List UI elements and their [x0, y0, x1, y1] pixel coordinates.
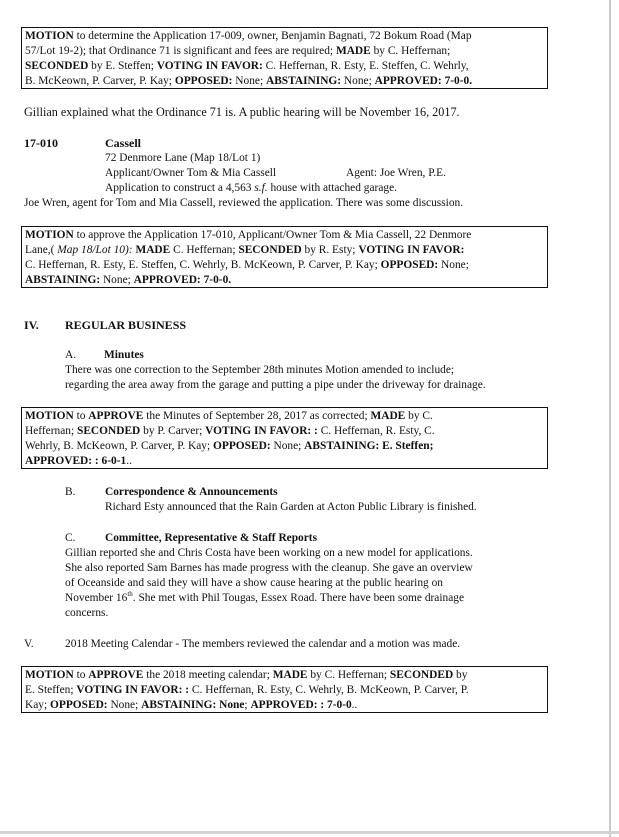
- minutes-text: There was one correction to the September 28th minutes Motion amended to include;: [65, 364, 455, 376]
- section-numeral: V.: [24, 638, 34, 650]
- motion-line: [25, 59, 544, 74]
- text-run: by C.: [405, 410, 433, 422]
- text-run: Wehrly, B. McKeown, P. Carver, P. Kay;: [25, 440, 214, 452]
- text-run: E. Steffen;: [25, 684, 77, 696]
- bold-run: MOTION: [25, 229, 74, 241]
- committee-text: concerns.: [65, 607, 109, 619]
- committee-text: Gillian reported she and Chris Costa have been working on a new model for applications.: [65, 547, 473, 559]
- bold-run: SECONDED: [238, 244, 302, 256]
- text-run: to determine the Application 17-009, owner, Benjamin Bagnati, 72 Bokum Road (Map: [73, 30, 472, 42]
- bold-run: OPPOSED:: [213, 440, 271, 452]
- bold-run: MOTION: [25, 30, 74, 42]
- motion-box-application: [21, 226, 548, 288]
- bold-run: APPROVE: [88, 410, 144, 422]
- motion-line: [25, 44, 544, 59]
- text-run: None;: [341, 75, 375, 87]
- bold-run: APPROVED: : 6-0-1: [25, 455, 127, 467]
- bold-run: ABSTAINING: E. Steffen;: [304, 440, 434, 452]
- minutes-text: regarding the area away from the garage and putting a pipe under the driveway for drainage.: [65, 379, 486, 391]
- text-run: 57/Lot 19-2); that Ordinance 71 is significant and fees are required;: [25, 45, 336, 57]
- subsection-title-committee: Committee, Representative & Staff Reports: [105, 532, 318, 544]
- subsection-letter: A.: [65, 349, 77, 361]
- text-run: by: [453, 669, 468, 681]
- text-run: by R. Esty;: [301, 244, 359, 256]
- text-run: C. Heffernan, R. Esty, C.: [317, 425, 435, 437]
- motion-line: [25, 439, 544, 454]
- bold-run: ABSTAINING:: [265, 75, 342, 87]
- text-run: to: [73, 410, 89, 422]
- text-run: to: [73, 669, 89, 681]
- bold-run: OPPOSED:: [174, 75, 233, 87]
- ordinal-suffix: th: [127, 590, 133, 599]
- text-run: to approve the Application 17-010, Applicant/Owner Tom & Mia Cassell, 22 Denmore: [73, 229, 472, 241]
- text-run: Kay;: [25, 699, 50, 711]
- committee-text: of Oceanside and said they will have a show cause hearing at the public hearing on: [65, 577, 443, 589]
- bold-run: OPPOSED:: [380, 259, 439, 271]
- case-address: 72 Denmore Lane (Map 18/Lot 1): [105, 152, 261, 164]
- text-run: B. McKeown, P. Carver, P. Kay;: [25, 75, 175, 87]
- case-name: Cassell: [105, 136, 141, 150]
- italic-run: Map 18/Lot 10):: [57, 244, 133, 256]
- unit-abbrev: s.f.: [254, 182, 268, 194]
- bold-run: SECONDED: [389, 669, 454, 681]
- case-review: Joe Wren, agent for Tom and Mia Cassell, reviewed the application. There was some discussion.: [24, 197, 464, 209]
- text-run: None;: [438, 259, 469, 271]
- subsection-letter: C.: [65, 532, 76, 544]
- bold-run: APPROVED: : 7-0-0: [250, 699, 352, 711]
- subsection-title-minutes: Minutes: [104, 349, 144, 361]
- bold-run: MOTION: [25, 669, 74, 681]
- committee-text-cont: . She met with Phil Tougas, Essex Road. There have been some drainage: [132, 592, 465, 604]
- motion-box-calendar: [21, 666, 548, 713]
- text-run: by P. Carver;: [140, 425, 206, 437]
- text-run: None;: [232, 75, 266, 87]
- bold-run: MADE: [370, 410, 406, 422]
- motion-line: [25, 74, 544, 89]
- motion-line: [25, 698, 544, 713]
- text-run: Heffernan;: [25, 425, 77, 437]
- text-run: by E. Steffen;: [88, 60, 157, 72]
- bold-run: 7-0-0.: [203, 274, 232, 286]
- text-run: by C. Heffernan;: [370, 45, 451, 57]
- motion-box-ordinance: [21, 27, 548, 89]
- correspondence-text: Richard Esty announced that the Rain Garden at Acton Public Library is finished.: [105, 501, 477, 513]
- motion-line: [25, 273, 544, 288]
- bold-run: MADE: [135, 244, 171, 256]
- bold-run: VOTING IN FAVOR: :: [205, 425, 318, 437]
- bold-run: VOTING IN FAVOR:: [358, 244, 465, 256]
- case-number: 17-010: [24, 136, 58, 150]
- committee-date: November 16: [65, 592, 128, 604]
- bold-run: MOTION: [25, 410, 74, 422]
- text-run: the Minutes of September 28, 2017 as corrected;: [143, 410, 371, 422]
- motion-line: [25, 29, 544, 44]
- section-numeral: IV.: [24, 318, 39, 332]
- bold-run: APPROVED:: [374, 75, 442, 87]
- window-edge-right: [609, 0, 611, 837]
- motion-line: [25, 228, 544, 243]
- text-run: ..: [351, 699, 358, 711]
- window-edge-bottom: [0, 831, 619, 834]
- bold-run: VOTING IN FAVOR: :: [76, 684, 190, 696]
- bold-run: MADE: [272, 669, 308, 681]
- motion-line: [25, 683, 544, 698]
- motion-line: [25, 454, 544, 469]
- text-run: Lane,(: [25, 244, 58, 256]
- bold-run: APPROVE: [88, 669, 144, 681]
- text-run: the 2018 meeting calendar;: [143, 669, 273, 681]
- committee-text: [65, 591, 464, 606]
- section-title: REGULAR BUSINESS: [65, 318, 187, 332]
- bold-run: SECONDED: [25, 60, 89, 72]
- section-v-text: 2018 Meeting Calendar - The members reviewed the calendar and a motion was made.: [65, 638, 461, 650]
- text-run: C. Heffernan, R. Esty, E. Steffen, C. Wehrly,: [262, 60, 469, 72]
- subsection-title-correspondence: Correspondence & Announcements: [105, 486, 278, 498]
- text-run: C. Heffernan, R. Esty, C. Wehrly, B. McKeown, P. Carver, P.: [189, 684, 469, 696]
- case-applicant: Applicant/Owner Tom & Mia Cassell: [105, 167, 277, 179]
- motion-box-minutes: [21, 407, 548, 469]
- text-run: None;: [107, 699, 142, 711]
- text-run: C. Heffernan;: [170, 244, 239, 256]
- text-run: None;: [100, 274, 134, 286]
- bold-run: SECONDED: [76, 425, 141, 437]
- text-run: ;: [244, 699, 251, 711]
- bold-run: APPROVED:: [133, 274, 201, 286]
- motion-line: [25, 668, 544, 683]
- motion-line: [25, 424, 544, 439]
- bold-run: MADE: [335, 45, 371, 57]
- motion-line: [25, 409, 544, 424]
- gillian-note: Gillian explained what the Ordinance 71 is. A public hearing will be November 16, 2017.: [24, 105, 460, 119]
- committee-text: She also reported Sam Barnes has made progress with the cleanup. She gave an overview: [65, 562, 473, 574]
- text-run: by C. Heffernan;: [307, 669, 390, 681]
- motion-line: [25, 258, 544, 273]
- bold-run: VOTING IN FAVOR:: [156, 60, 263, 72]
- bold-run: OPPOSED:: [50, 699, 108, 711]
- subsection-letter: B.: [65, 486, 76, 498]
- text-run: C. Heffernan, R. Esty, E. Steffen, C. Wehrly, B. McKeown, P. Carver, P. Kay;: [25, 259, 381, 271]
- case-application: Application to construct a 4,563 s.f. house with attached garage.: [105, 182, 397, 194]
- bold-run: 7-0-0.: [444, 75, 473, 87]
- text-run: None;: [270, 440, 305, 452]
- bold-run: ABSTAINING:: [25, 274, 101, 286]
- case-agent: Agent: Joe Wren, P.E.: [346, 167, 446, 179]
- motion-line: [25, 243, 544, 258]
- text-run: ..: [126, 455, 132, 467]
- bold-run: ABSTAINING: None: [141, 699, 245, 711]
